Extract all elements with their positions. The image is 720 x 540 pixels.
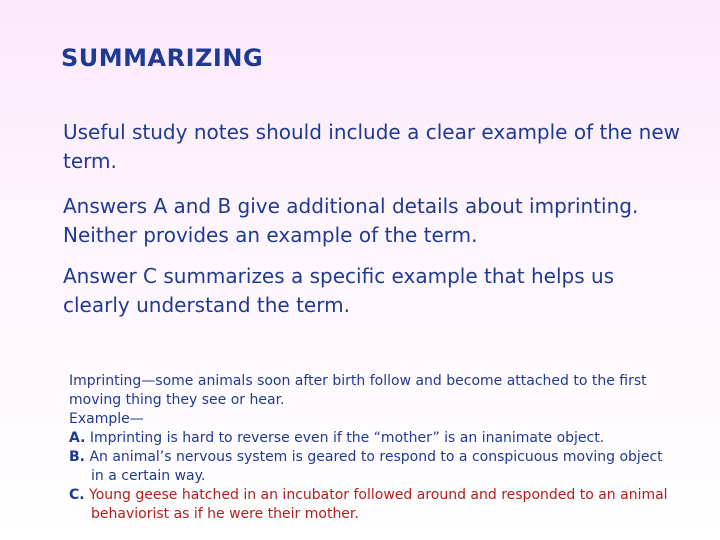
option-a-text: Imprinting is hard to reverse even if the “mother” is an inanimate object. <box>89 430 605 446</box>
option-b-letter: B. <box>69 449 85 465</box>
option-a <box>69 429 669 448</box>
slide-title: SUMMARIZING <box>61 44 264 72</box>
paragraph-study-notes: Useful study notes should include a clear example of the new term. <box>63 120 680 173</box>
option-c-letter: C. <box>69 487 85 503</box>
example-box <box>69 372 669 524</box>
option-c <box>69 486 669 524</box>
option-c-text: Young geese hatched in an incubator followed around and responded to an animal behaviorist as if he were their mother. <box>89 487 668 522</box>
option-b <box>69 448 669 486</box>
definition-text: Imprinting—some animals soon after birth follow and become attached to the first moving thing they see or hear. <box>69 373 647 408</box>
example-label: Example— <box>69 411 144 427</box>
option-a-letter: A. <box>69 430 86 446</box>
paragraph-answer-c: Answer C summarizes a specific example that helps us clearly understand the term. <box>63 264 615 317</box>
paragraph-answers-a-b: Answers A and B give additional details about imprinting. Neither provides an example of the term. <box>63 194 639 247</box>
option-b-text: An animal’s nervous system is geared to respond to a conspicuous moving object in a certain way. <box>89 449 663 484</box>
